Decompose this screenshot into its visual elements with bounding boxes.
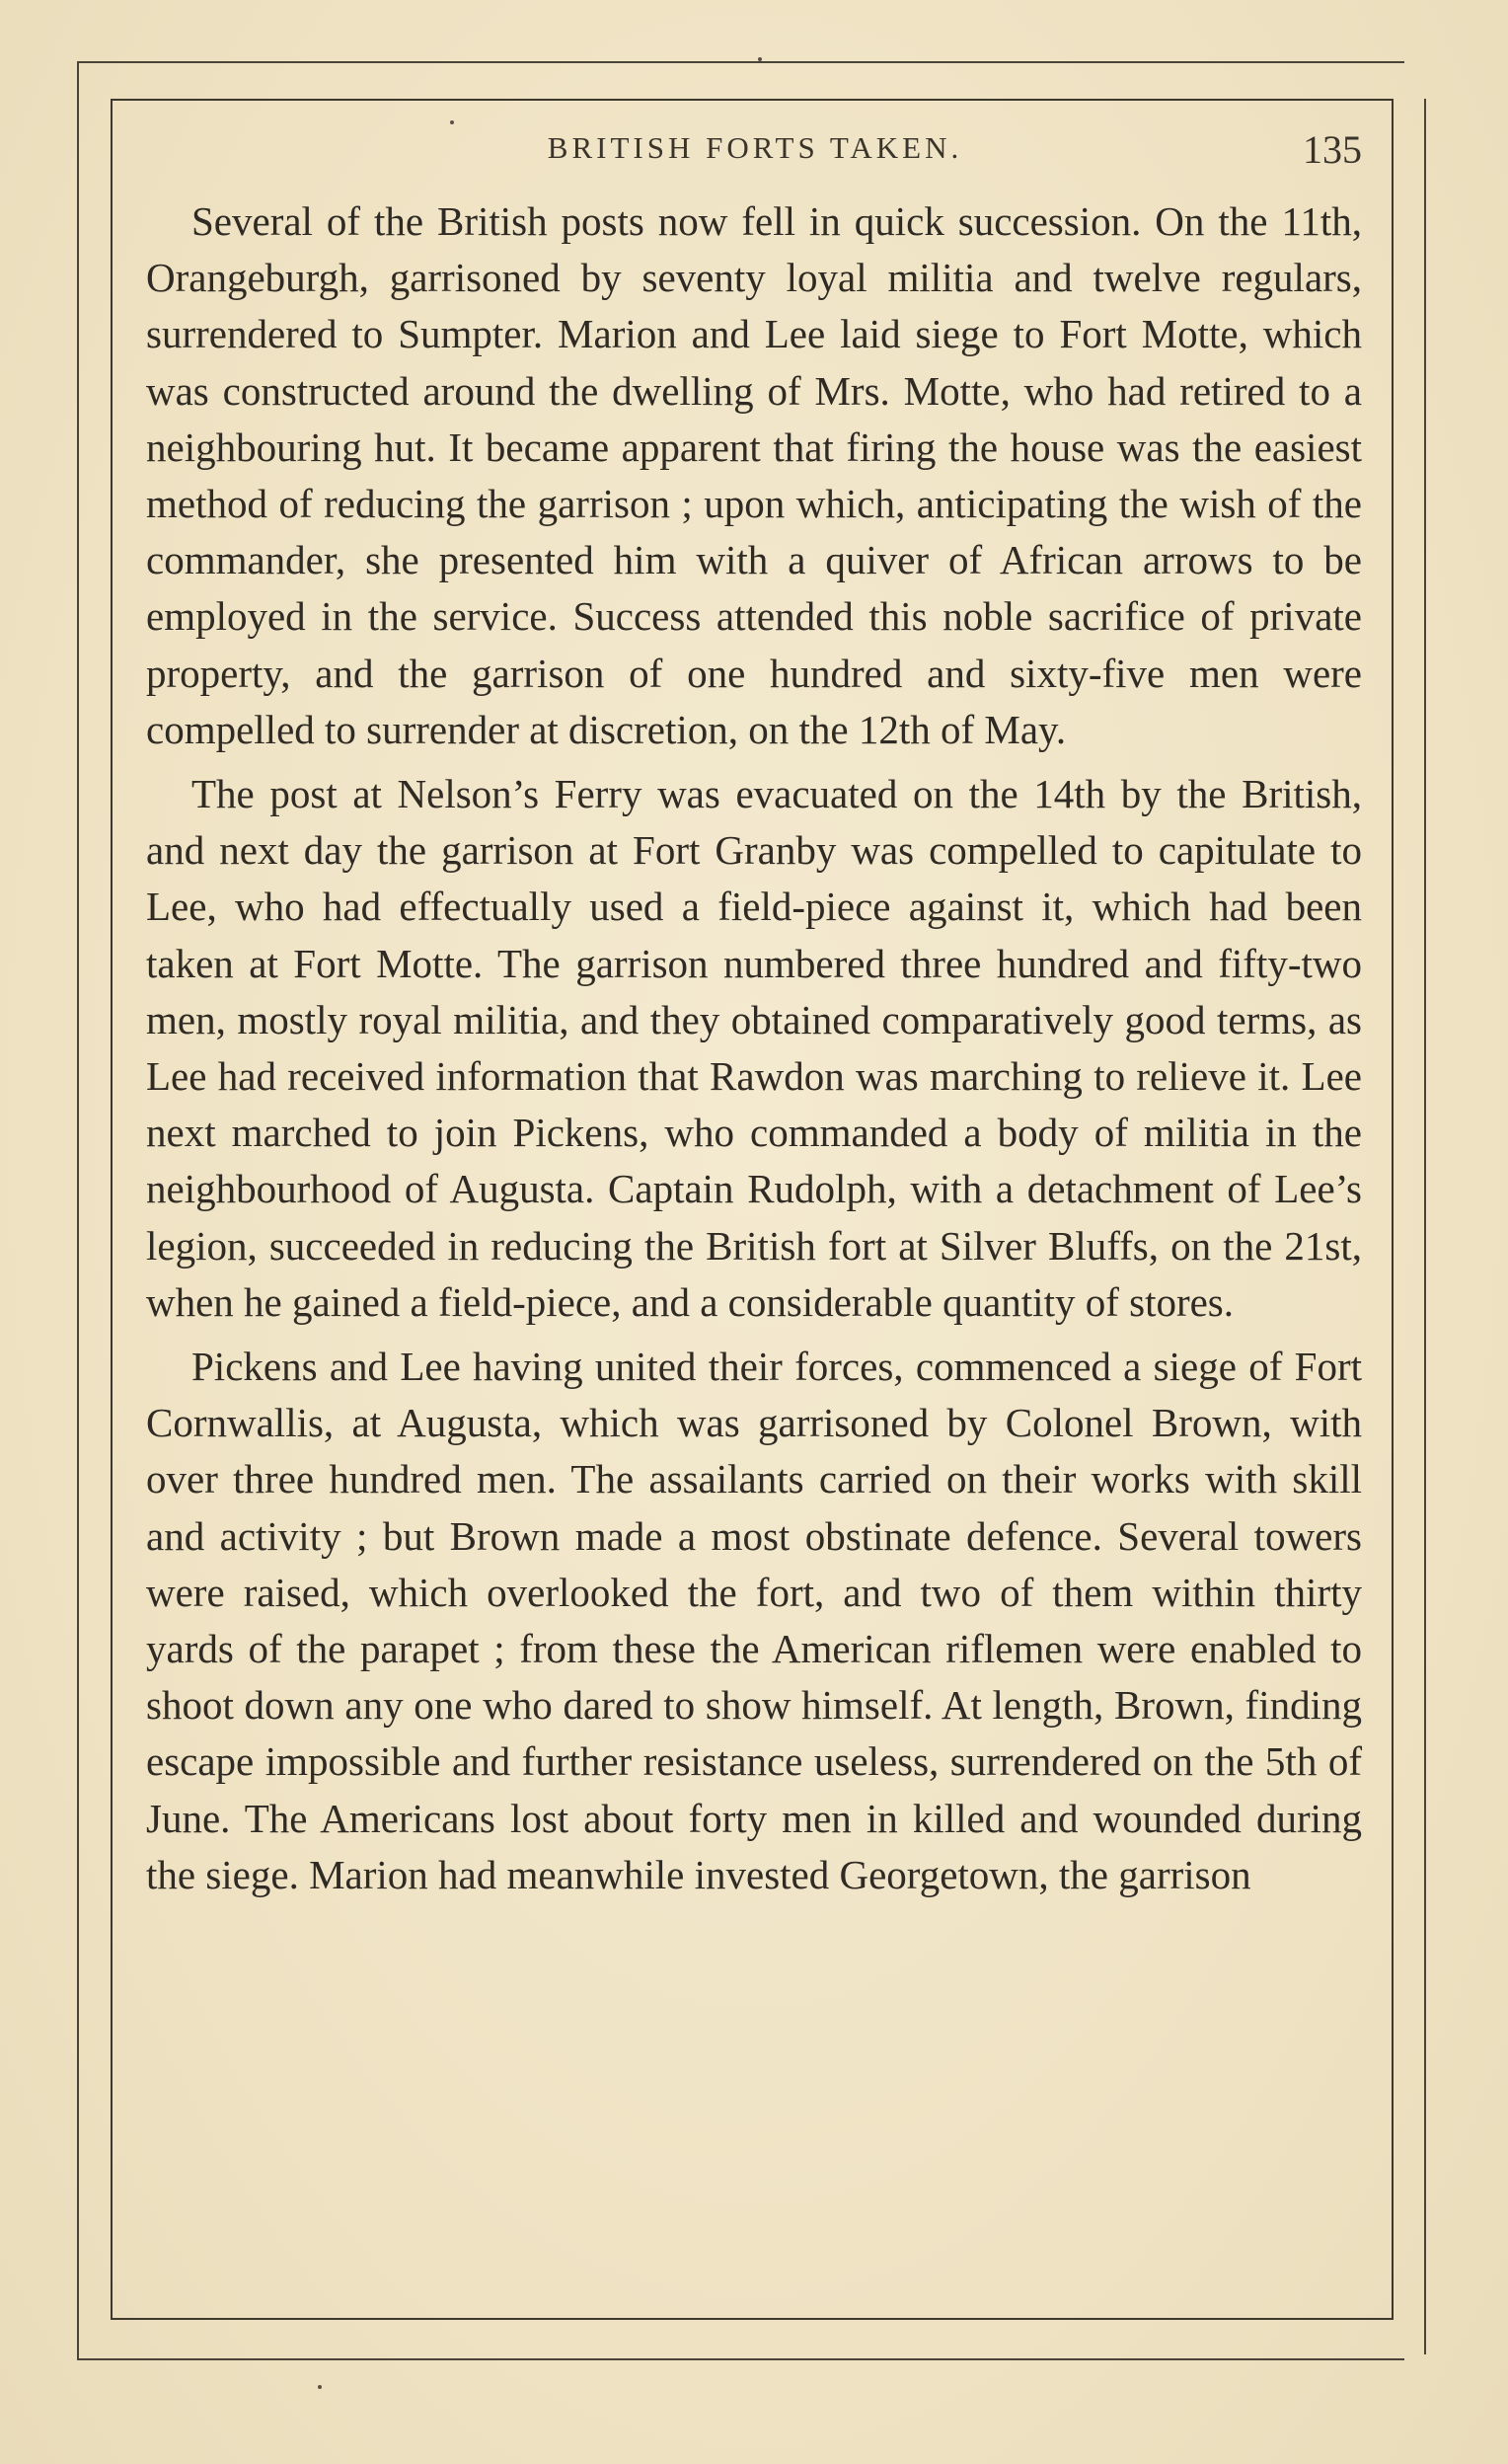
body-text: [146, 193, 1362, 1911]
paragraph: The post at Nelson’s Ferry was evacuated on the 14th by the British, and next day the garrison at Fort Granby was compelled to capitulate to Lee, who had effectually used a field-piece against it, which had been taken at Fort Motte. The garrison numbered three hundred and fifty-two men, mostly royal militia, and they obtained comparatively good terms, as Lee had received information that Rawdon was marching to relieve it. Lee next marched to join Pickens, who commanded a body of militia in the neighbourhood of Augusta. Captain Rudolph, with a detachment of Lee’s legion, succeeded in reducing the British fort at Silver Bluffs, on the 21st, when he gained a field-piece, and a considerable quantity of stores.: [146, 771, 1362, 1325]
ink-speck: [758, 57, 762, 61]
ink-speck: [318, 2385, 322, 2389]
page-number: 135: [1303, 127, 1362, 172]
page-header: [148, 126, 1362, 176]
running-head: BRITISH FORTS TAKEN.: [547, 130, 963, 165]
right-border-rule: [1424, 99, 1426, 2354]
paragraph: Several of the British posts now fell in quick succession. On the 11th, Orangeburgh, garrisoned by seventy loyal militia and twelve regulars, surrendered to Sumpter. Marion and Lee laid siege to Fort Motte, which was constructed around the dwelling of Mrs. Motte, who had retired to a neighbouring hut. It became apparent that firing the house was the easiest method of reducing the garrison ; upon which, anticipating the wish of the commander, she presented him with a quiver of African arrows to be employed in the service. Success attended this noble sacrifice of private property, and the garrison of one hundred and sixty-five men were compelled to surrender at discretion, on the 12th of May.: [146, 198, 1362, 752]
ink-speck: [450, 120, 454, 124]
paragraph: Pickens and Lee having united their forces, commenced a siege of Fort Cornwallis, at Augusta, which was garrisoned by Colonel Brown, with over three hundred men. The assailants carried on their works with skill and activity ; but Brown made a most obstinate defence. Several towers were raised, which overlooked the fort, and two of them within thirty yards of the parapet ; from these the American riflemen were enabled to shoot down any one who dared to show himself. At length, Brown, finding escape impossible and further resistance useless, surrendered on the 5th of June. The Americans lost about forty men in killed and wounded during the siege. Marion had meanwhile invested Georgetown, the garrison: [146, 1344, 1362, 1897]
